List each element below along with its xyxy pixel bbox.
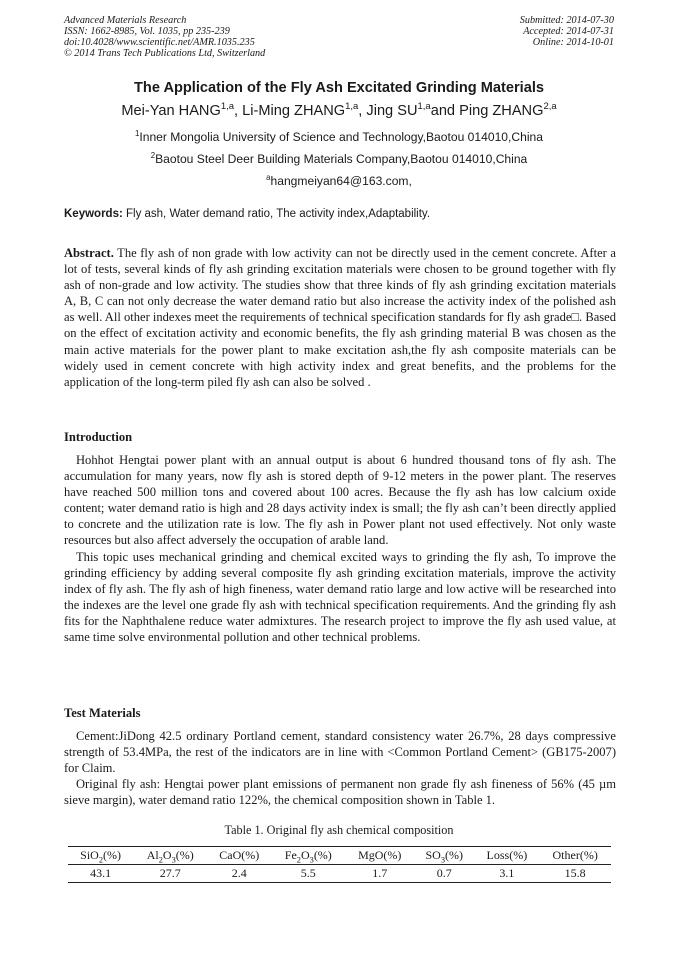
author-separator: , bbox=[234, 103, 243, 119]
paragraph: Cement:JiDong 42.5 ordinary Portland cement, standard consistency water 26.7%, 28 days compressive strength of 53.4MPa, the rest of the indicators are in line with <Common Portland Cement> (GB175-2007) for Claim. bbox=[64, 729, 616, 776]
affiliation-2 bbox=[0, 152, 678, 166]
accepted-date: Accepted: 2014-07-31 bbox=[523, 26, 614, 37]
affiliation-mark: a bbox=[266, 172, 271, 182]
keywords bbox=[64, 208, 616, 220]
author-affiliation-mark: 2,a bbox=[543, 101, 557, 113]
author-separator: , bbox=[358, 103, 367, 119]
author-name: Ping ZHANG bbox=[459, 103, 544, 119]
abstract-label: Abstract. bbox=[64, 246, 114, 260]
table-cell: 0.7 bbox=[414, 865, 474, 883]
table-cell: 15.8 bbox=[539, 865, 611, 883]
submitted-date: Submitted: 2014-07-30 bbox=[519, 15, 614, 26]
composition-table bbox=[68, 846, 611, 883]
abstract bbox=[64, 245, 616, 390]
email-text: hangmeiyan64@163.com, bbox=[270, 174, 412, 188]
author-separator: and bbox=[430, 103, 460, 119]
journal-name: Advanced Materials Research bbox=[64, 15, 187, 26]
paragraph: Original fly ash: Hengtai power plant emissions of permanent non grade fly ash fineness of 56% (45 µm sieve margin), water demand ratio 122%, the chemical composition shown in Table 1. bbox=[64, 777, 616, 808]
column-header: CaO(%) bbox=[207, 847, 271, 865]
affiliation-1 bbox=[0, 130, 678, 144]
introduction-body bbox=[64, 452, 616, 645]
column-header: Loss(%) bbox=[474, 847, 539, 865]
table-cell: 3.1 bbox=[474, 865, 539, 883]
author-affiliation-mark: 1,a bbox=[220, 101, 235, 113]
journal-copyright: © 2014 Trans Tech Publications Ltd, Switzerland bbox=[64, 48, 266, 59]
table-row bbox=[68, 865, 611, 883]
author-affiliation-mark: 1,a bbox=[417, 101, 431, 113]
column-header: $Al_2O_3(\%)$ bbox=[133, 847, 207, 865]
table-caption: Table 1. Original fly ash chemical composition bbox=[224, 823, 454, 837]
paragraph: This topic uses mechanical grinding and chemical excited ways to grinding the fly ash, To improve the grinding efficiency by adding several composite fly ash grinding excitation materials, improve the activity index of fly ash. The fly ash of high fineness, water demand ratio large and low active will be researched into the indexes are the level one grade fly ash with technical specification requirements. And the grinding fly ash fits for the Naphthalene reduce water admixtures. The research project to improve the fly ash used value, at same time solve environmental pollution and other technical problems. bbox=[64, 549, 616, 645]
table-cell: 2.4 bbox=[207, 865, 271, 883]
column-header: SiO$_2$(%) bbox=[68, 847, 133, 865]
section-heading-test-materials: Test Materials bbox=[64, 706, 141, 720]
author-list bbox=[0, 103, 678, 119]
journal-header-left bbox=[64, 15, 265, 59]
table-cell: 27.7 bbox=[133, 865, 207, 883]
journal-issn: ISSN: 1662-8985, Vol. 1035, pp 235-239 bbox=[64, 26, 230, 37]
affiliation-mark: 1 bbox=[135, 128, 140, 138]
abstract-text: The fly ash of non grade with low activity can not be directly used in the cement concrete. After a lot of tests, several kinds of fly ash grinding excitation materials were chosen to be ground together with fly ash of non-grade and low activity. The studies show that three kinds of fly ash grinding excitation materials A, B, C can not only decrease the water demand ratio but also increase the activity index of the polished ash as well. All other indexes meet the requirements of technical specification standards for fly ash grade□. Based on the effect of excitation activity and economic benefits, the fly ash grinding material B was chosen as the main active materials for the power plant to make excitation ash,the fly ash composite materials can be widely used in cement concrete with high activity index and great benefits, and the problems for the application of the long-term piled fly ash can also be solved . bbox=[64, 246, 616, 389]
author-email bbox=[0, 174, 678, 188]
author-name: Li-Ming ZHANG bbox=[242, 103, 346, 119]
table-header-row bbox=[68, 847, 611, 865]
test-materials-body bbox=[64, 728, 616, 808]
journal-header-right bbox=[520, 15, 614, 48]
column-header: $SO_3(\%)$ bbox=[414, 847, 474, 865]
author-affiliation-mark: 1,a bbox=[345, 101, 359, 113]
table-cell: 1.7 bbox=[345, 865, 414, 883]
affiliation-text: Baotou Steel Deer Building Materials Company,Baotou 014010,China bbox=[155, 152, 528, 166]
section-heading-introduction: Introduction bbox=[64, 430, 133, 444]
journal-doi: doi:10.4028/www.scientific.net/AMR.1035.235 bbox=[64, 37, 255, 48]
table-cell: 5.5 bbox=[271, 865, 345, 883]
keywords-label: Keywords: bbox=[64, 208, 123, 220]
affiliation-text: Inner Mongolia University of Science and Technology,Baotou 014010,China bbox=[139, 130, 543, 144]
author-name: Jing SU bbox=[366, 103, 418, 119]
keywords-text: Fly ash, Water demand ratio, The activity index,Adaptability. bbox=[122, 208, 431, 220]
table-cell: 43.1 bbox=[68, 865, 133, 883]
column-header: $Fe_2O_3(\%)$ bbox=[271, 847, 345, 865]
online-date: Online: 2014-10-01 bbox=[532, 37, 614, 48]
paragraph: Hohhot Hengtai power plant with an annual output is about 6 hundred thousand tons of fly ash. The accumulation for many years, now fly ash is stored depth of 9-12 meters in the power plant. The reserves have reached 500 million tons and covered about 100 acres. Because the fly ash has low calcium oxide content; water demand ratio is high and 28 days activity index is small; the fly ash can’t been directly applied to concrete and the utilization rate is low. The fly ash in Power plant not used effectively. Not only waste resources but also affect adversely the occupation of arable land. bbox=[64, 453, 616, 548]
author-name: Mei-Yan HANG bbox=[121, 103, 221, 119]
affiliation-mark: 2 bbox=[150, 150, 156, 160]
paper-title: The Application of the Fly Ash Excitated Grinding Materials bbox=[133, 80, 545, 96]
column-header: MgO(%) bbox=[345, 847, 414, 865]
column-header: Other(%) bbox=[539, 847, 611, 865]
